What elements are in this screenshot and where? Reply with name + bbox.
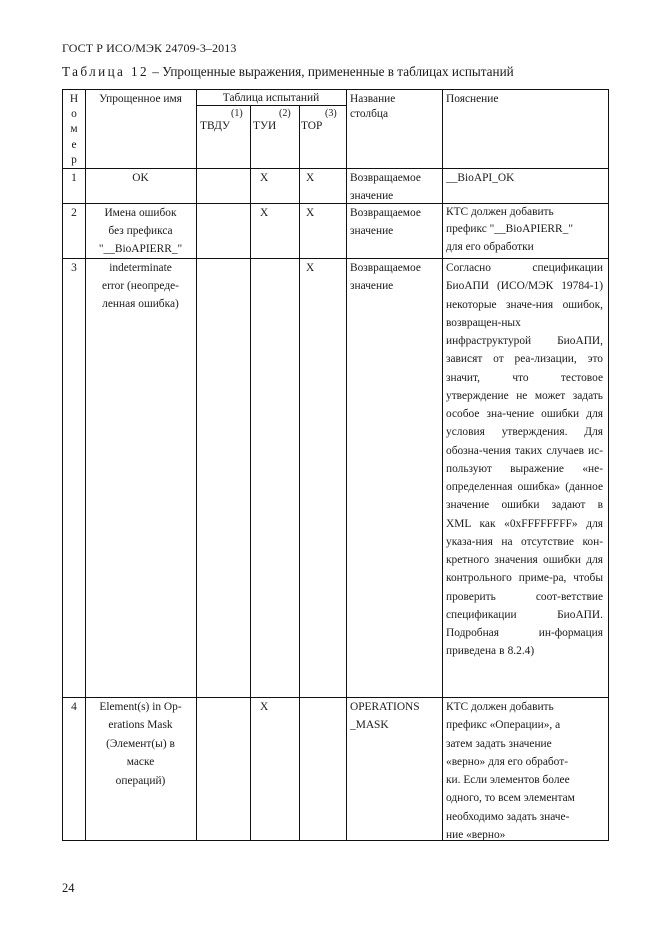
row-1-explanation: __BioAPI_OK bbox=[446, 172, 515, 184]
header-column-name: Название столбца bbox=[350, 93, 396, 120]
table-caption-text: – Упрощенные выражения, примененные в таблицах испытаний bbox=[149, 64, 514, 79]
row-3-name: indeterminate error (неопреде- ленная ошибка) bbox=[102, 262, 179, 311]
row-4-explanation: КТС должен добавить префикс «Операции», а затем задать значение «верно» для его обработ- ки. Если элементов более одного, то всем элементам необходимо задать значе- ние «верно» bbox=[446, 701, 575, 842]
row-3-column-name: Возвращаемое значение bbox=[350, 262, 421, 293]
simplified-expressions-table bbox=[62, 89, 609, 841]
header-name: Упрощенное имя bbox=[99, 93, 182, 105]
table-caption-label: Таблица 12 bbox=[62, 64, 149, 79]
header-explanation: Пояснение bbox=[446, 93, 499, 105]
table-caption bbox=[62, 64, 514, 80]
row-3-tor: X bbox=[306, 262, 315, 274]
row-3-number: 3 bbox=[71, 262, 77, 274]
row-1-number: 1 bbox=[71, 172, 77, 184]
row-4-name: Element(s) in Op- erations Mask (Элемент(ы) в маске операций) bbox=[99, 701, 182, 787]
row-2-name: Имена ошибок без префикса "__BioAPIERR_" bbox=[98, 207, 183, 256]
row-2-column-name: Возвращаемое значение bbox=[350, 207, 421, 238]
row-2-explanation: КТС должен добавить префикс "__BioAPIERR_" для его обработки bbox=[446, 206, 573, 253]
row-4-column-name: OPERATIONS _MASK bbox=[350, 701, 420, 732]
header-tvdu: ТВДУ bbox=[200, 120, 231, 132]
header-tests-group: Таблица испытаний bbox=[222, 92, 320, 104]
row-2-number: 2 bbox=[71, 207, 77, 219]
header-number: Н о м е р bbox=[69, 93, 79, 166]
header-tvdu-ref: (1) bbox=[231, 108, 243, 119]
col-divider bbox=[250, 106, 251, 840]
header-tui: ТУИ bbox=[253, 120, 277, 132]
row-1-name: OK bbox=[132, 172, 149, 184]
col-divider bbox=[299, 106, 300, 840]
row-3-explanation: Согласно спецификации БиоАПИ (ИСО/МЭК 19784-1) некоторые значе-ния ошибок, возвращен-ных инфраструктурой БиоАПИ, зависят от реа-лизации, это значит, что тестовое утверждение не может задать особое зна-чение ошибки для условия утверждения. Для обозна-чения таких случаев ис-пользуют выражение «не-определенная ошибка» (данное значение ошибки задают в XML как «0xFFFFFFFF» для указа-ния на отсутствие кон-кретного значения ошибки для контрольного приме-ра, чтобы проверить соот-ветствие спецификации БиоАПИ. Подробная ин-формация приведена в 8.2.4) bbox=[446, 262, 603, 658]
row-4-number: 4 bbox=[71, 701, 77, 713]
header-tor-ref: (3) bbox=[325, 108, 337, 119]
document-header: ГОСТ Р ИСО/МЭК 24709-3–2013 bbox=[62, 41, 237, 55]
row-2-tui: X bbox=[260, 207, 269, 219]
header-tui-ref: (2) bbox=[279, 108, 291, 119]
page-number: 24 bbox=[62, 881, 75, 895]
row-4-tui: X bbox=[260, 701, 269, 713]
row-1-tui: X bbox=[260, 172, 269, 184]
header-tor: ТОР bbox=[301, 120, 323, 132]
row-1-column-name: Возвращаемое значение bbox=[350, 172, 421, 203]
row-1-tor: X bbox=[306, 172, 315, 184]
row-2-tor: X bbox=[306, 207, 315, 219]
